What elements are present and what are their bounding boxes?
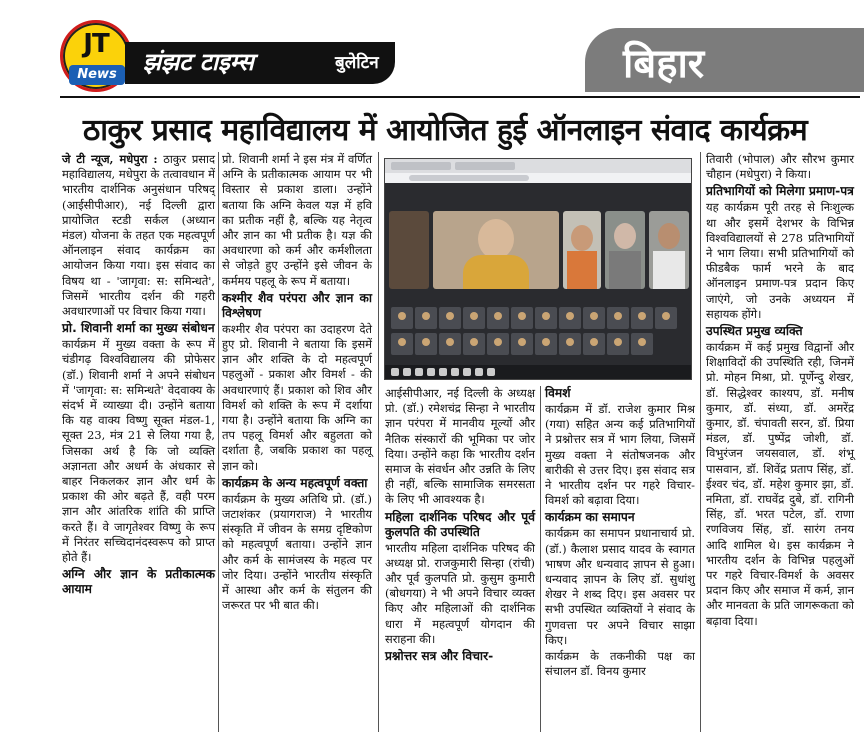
article-column-5: [706, 152, 854, 630]
paragraph: यह कार्यक्रम पूरी तरह से निःशुल्क था और इसमें देशभर के विभिन्न विश्वविद्यालयों से 278 प्रतिभागियों ने भाग लिया। सभी प्रतिभागियों को फीडबैक फार्म भरने के बाद ऑनलाइन प्रमाण-पत्र प्रदान किए जाएंगे, जो उनके अध्ययन में सहायक होंगे।: [706, 200, 854, 321]
paragraph: भारतीय महिला दार्शनिक परिषद की अध्यक्ष प्रो. राजकुमारी सिन्हा (रांची) और पूर्व कुलपति प्रो. कुसुम कुमारी (बोधगया) ने भी अपने विचार व्यक्त किए और महिलाओं की दार्शनिक धारा में महत्वपूर्ण योगदान की सराहना की।: [385, 540, 535, 646]
paragraph: [62, 152, 215, 319]
logo-jt-text: JT: [83, 29, 109, 59]
column-divider: [540, 386, 541, 732]
masthead-name: झंझट टाइम्स: [143, 48, 254, 76]
subheading: कार्यक्रम के अन्य महत्वपूर्ण वक्ता: [222, 475, 368, 490]
subheading: कश्मीर शैव परंपरा और ज्ञान का विश्लेषण: [222, 290, 372, 320]
page-header: [0, 0, 864, 110]
column-divider: [218, 152, 219, 732]
participant-video-tile: [563, 211, 601, 289]
paragraph: कश्मीर शैव परंपरा का उदाहरण देते हुए प्रो. शिवानी ने बताया कि इसमें ज्ञान और शक्ति के दो महत्वपूर्ण पहलुओं - प्रकाश और विमर्श - की अवधारणाएं हैं। प्रकाश को शिव और विमर्श को शक्ति के रूप में दर्शाया गया है। उन्होंने बताया कि अग्नि का तप पहलू विमर्श और बहुलता को दर्शाता है, जबकि प्रकाश का पहलू ज्ञान को।: [222, 321, 372, 473]
column-divider: [378, 152, 379, 732]
paragraph-text: ठाकुर प्रसाद महाविद्यालय, मधेपुरा के तत्वावधान में भारतीय दार्शनिक अनुसंधान परिषद् (आईसीपीआर), नई दिल्ली द्वारा प्रायोजित स्टडी सर्कल (अध्यान मंडल) योजना के तहत एक महत्वपूर्ण ऑनलाइन संवाद कार्यक्रम का आयोजन किया गया। इस संवाद का विषय था - 'जागृवा: स: समिन्धते', जिसमें भारतीय दर्शन की गहरी अवधारणाओं पर विचार किया गया।: [62, 152, 215, 319]
participant-video-tile: [433, 211, 559, 289]
article-column-4: [545, 386, 695, 680]
video-conference-photo: [384, 158, 692, 380]
subheading: उपस्थित प्रमुख व्यक्ति: [706, 324, 803, 339]
participant-video-tile: [389, 211, 429, 289]
paragraph: कार्यक्रम में डॉ. राजेश कुमार मिश्र (गया) सहित अन्य कई प्रतिभागियों ने प्रश्नोत्तर सत्र में भाग लिया, जिसमें मुख्य वक्ता ने संतोषजनक और बारीकी से उत्तर दिए। इस संवाद सत्र ने भारतीय दर्शन पर गहरे विचार-विमर्श को बढ़ावा दिया।: [545, 402, 695, 508]
column-divider: [700, 152, 701, 732]
logo-news-text: News: [69, 65, 125, 85]
participant-thumbnails: [385, 305, 691, 361]
state-banner: [585, 28, 864, 92]
state-label: बिहार: [623, 41, 705, 87]
dateline: जे टी न्यूज, मधेपुरा :: [62, 152, 158, 166]
paragraph: आईसीपीआर, नई दिल्ली के अध्यक्ष प्रो. (डॉ.) रमेशचंद्र सिन्हा ने भारतीय ज्ञान परंपरा में मानवीय मूल्यों और नैतिक संस्कारों की भूमिका पर जोर दिया। उन्होंने कहा कि भारतीय दर्शन समाज के संवर्धन और उन्नति के लिए ही नहीं, बल्कि सामाजिक समरसता के लिए भी आवश्यक है।: [385, 386, 535, 507]
subheading: कार्यक्रम का समापन: [545, 510, 635, 525]
subheading: विमर्श: [545, 386, 571, 400]
subheading: महिला दार्शनिक परिषद और पूर्व कुलपति की उपस्थिति: [385, 509, 535, 539]
paragraph: तिवारी (भोपाल) और सौरभ कुमार चौहान (मधेपुरा) ने किया।: [706, 152, 854, 182]
participant-video-tile: [649, 211, 689, 289]
article-column-2: [222, 152, 372, 614]
jt-news-logo: [60, 20, 132, 92]
article-column-3: [385, 386, 535, 665]
paragraph: प्रो. शिवानी शर्मा ने इस मंत्र में वर्णित अग्नि के प्रतीकात्मक आयाम पर भी विस्तार से प्रकाश डाला। उन्होंने बताया कि अग्नि केवल यज्ञ में हवि का प्रतीक नहीं है, बल्कि यह नेतृत्व और ज्ञान का भी प्रतीक है। यज्ञ की अवधारणा को कर्म और कर्मशीलता से जोड़ते हुए उन्होंने इसे जीवन के कर्ममय पहलू के रूप में बताया।: [222, 152, 372, 288]
paragraph: कार्यक्रम का समापन प्रधानाचार्य प्रो. (डॉ.) कैलाश प्रसाद यादव के स्वागत भाषण और धन्यवाद ज्ञापन से हुआ। धन्यवाद ज्ञापन के लिए डॉ. सुधांशु शेखर ने शब्द दिए। इस अवसर पर सभी उपस्थित व्यक्तियों ने संवाद के गुणवत्ता पर अपने विचार साझा किए।: [545, 526, 695, 647]
browser-address-bar: [385, 173, 691, 183]
paragraph: कार्यक्रम के मुख्य अतिथि प्रो. (डॉ.) जटाशंकर (प्रयागराज) ने भारतीय संस्कृति में जीवन के समग्र दृष्टिकोण को महत्वपूर्ण बताया। उन्होंने ज्ञान और कर्म के सामंजस्य के महत्व पर जोर दिया। उन्होंने भारतीय संस्कृति में आस्था और कर्म के संतुलन की जरूरत पर भी बात की।: [222, 491, 372, 613]
masthead: [125, 42, 395, 84]
paragraph: कार्यक्रम में मुख्य वक्ता के रूप में चंडीगढ़ विश्वविद्यालय की प्रोफेसर (डॉ.) शिवानी शर्मा ने अपने संबोधन में 'जागृवा: स: समिन्धते' वेदवाक्य के संदर्भ में व्याख्या दी। उन्होंने बताया कि यह वाक्य विष्णु सूक्त मंडल-1, सूक्त 23, मंत्र 21 से लिया गया है, जिसका अर्थ है कि जो व्यक्ति अज्ञानता और अधर्म के अंधकार से बाहर निकलकर ज्ञान और धर्म के प्रकाश की ओर बढ़ते हैं, वही परम ज्ञान और आंतरिक शांति की प्राप्ति करते हैं। वे जागृतेश्वर विष्णु के रूप में निरंतर सच्चिदानंदस्वरूप को प्राप्त होते हैं।: [62, 337, 215, 565]
headline: ठाकुर प्रसाद महाविद्यालय में आयोजित हुई ऑनलाइन संवाद कार्यक्रम: [82, 113, 808, 148]
browser-tab-bar: [385, 159, 691, 173]
subheading: अग्नि और ज्ञान के प्रतीकात्मक आयाम: [62, 567, 215, 597]
subheading: प्रो. शिवानी शर्मा का मुख्य संबोधन: [62, 321, 215, 336]
subheading: प्रतिभागियों को मिलेगा प्रमाण-पत्र: [706, 184, 854, 199]
paragraph: कार्यक्रम में कई प्रमुख विद्वानों और शिक्षाविदों की उपस्थिति रही, जिनमें प्रो. मोहन मिश्रा, प्रो. पूर्णेन्दु शेखर, डॉ. सिद्धेश्वर काश्यप, डॉ. मनीष कुमार, डॉ. संध्या, डॉ. अमरेंद्र कुमार, डॉ. चंपावती सरन, डॉ. प्रिया मंडल, डॉ. पुष्पेंद्र जोशी, डॉ. विभुरंजन जयसवाल, डॉ. शंभू पासवान, डॉ. शिवेंद्र प्रताप सिंह, डॉ. ईश्वर चंद, डॉ. महेश कुमार झा, डॉ. नमिता, डॉ. राघवेंद्र दुबे, डॉ. रागिनी सिंह, डॉ. भरत पटेल, डॉ. राणा रणविजय सिंह, डॉ. सारंग तनय आदि शामिल थे। इस कार्यक्रम ने भारतीय दर्शन के विभिन्न पहलुओं पर गहरे विचार-विमर्श के अवसर प्रदान किए और समाज में कर्म, ज्ञान और मानवता के प्रति जागरूकता को बढ़ावा दिया।: [706, 340, 854, 628]
taskbar: [385, 365, 691, 379]
article-column-1: [62, 152, 215, 598]
subheading: प्रश्नोत्तर सत्र और विचार-: [385, 649, 494, 664]
masthead-sub: बुलेटिन: [335, 53, 379, 73]
paragraph: कार्यक्रम के तकनीकी पक्ष का संचालन डॉ. विनय कुमार: [545, 649, 695, 679]
participant-video-tile: [605, 211, 645, 289]
header-rule: [60, 96, 860, 98]
